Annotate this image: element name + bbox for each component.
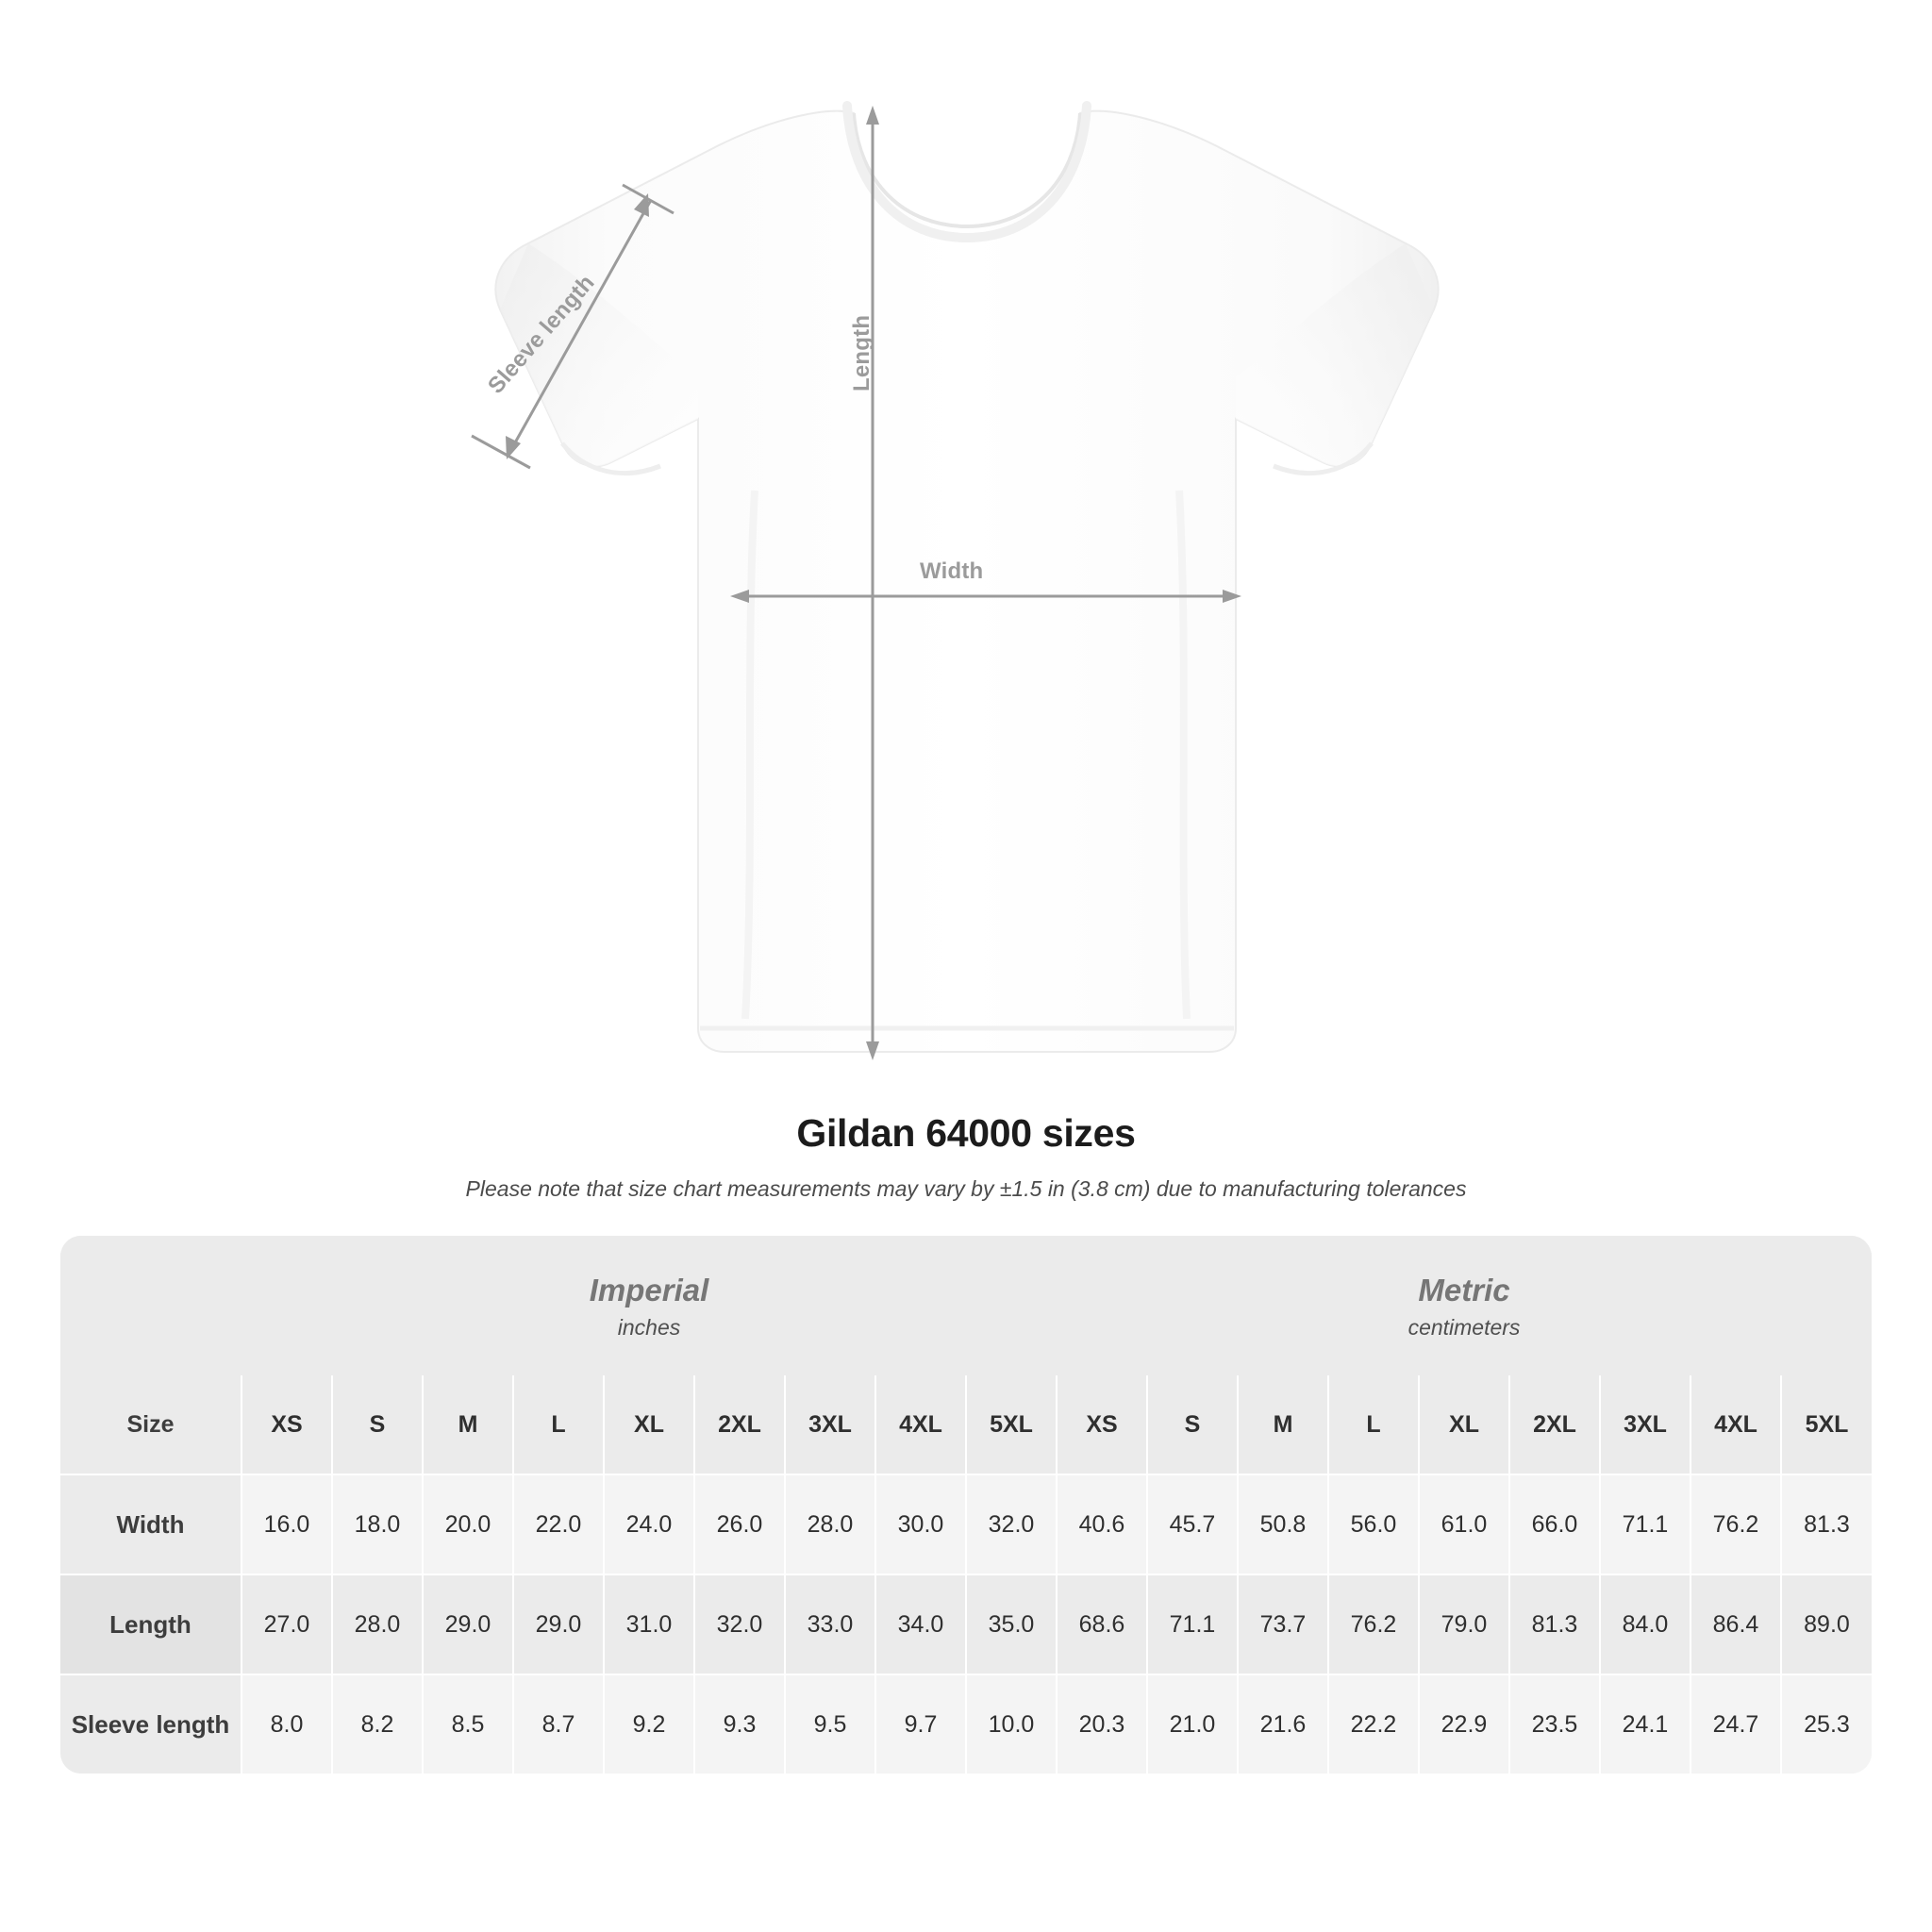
unit-system-label: Imperial [589,1272,709,1307]
measurement-value: 81.3 [1781,1474,1872,1574]
measurement-value: 27.0 [242,1574,332,1674]
table-row [60,1574,1872,1674]
table-row [60,1674,1872,1774]
size-header-l: L [513,1375,604,1474]
unit-system-label: Metric [1418,1272,1510,1307]
measurement-value: 32.0 [694,1574,785,1674]
measurement-value: 50.8 [1238,1474,1328,1574]
unit-header-row [60,1236,1872,1375]
size-header-xl: XL [1419,1375,1509,1474]
measurement-value: 76.2 [1328,1574,1419,1674]
measurement-value: 32.0 [966,1474,1057,1574]
measurement-value: 30.0 [875,1474,966,1574]
measurement-value: 28.0 [332,1574,423,1674]
measurement-label: Sleeve length [60,1674,242,1774]
measurement-value: 89.0 [1781,1574,1872,1674]
measurement-value: 21.6 [1238,1674,1328,1774]
measurement-value: 8.2 [332,1674,423,1774]
size-header-s: S [332,1375,423,1474]
measurement-value: 68.6 [1057,1574,1147,1674]
measurement-value: 29.0 [423,1574,513,1674]
measurement-value: 45.7 [1147,1474,1238,1574]
table-row [60,1474,1872,1574]
measurement-value: 56.0 [1328,1474,1419,1574]
measurement-value: 23.5 [1509,1674,1600,1774]
size-table [60,1236,1872,1774]
size-header-3xl: 3XL [1600,1375,1690,1474]
measurement-value: 40.6 [1057,1474,1147,1574]
column-header-row [60,1375,1872,1474]
width-dimension-label: Width [920,558,984,584]
measurement-value: 81.3 [1509,1574,1600,1674]
size-header-2xl: 2XL [1509,1375,1600,1474]
measurement-value: 10.0 [966,1674,1057,1774]
size-header-xs: XS [242,1375,332,1474]
unit-group-imperial [242,1236,1057,1375]
measurement-value: 16.0 [242,1474,332,1574]
measurement-value: 9.2 [604,1674,694,1774]
measurement-value: 24.1 [1600,1674,1690,1774]
measurement-value: 22.9 [1419,1674,1509,1774]
measurement-value: 8.5 [423,1674,513,1774]
measurement-label: Length [60,1574,242,1674]
measurement-label: Width [60,1474,242,1574]
size-header-s: S [1147,1375,1238,1474]
measurement-value: 22.0 [513,1474,604,1574]
measurement-value: 20.3 [1057,1674,1147,1774]
measurement-value: 73.7 [1238,1574,1328,1674]
measurement-value: 79.0 [1419,1574,1509,1674]
measurement-value: 28.0 [785,1474,875,1574]
size-header-5xl: 5XL [966,1375,1057,1474]
size-header-m: M [1238,1375,1328,1474]
measurement-value: 35.0 [966,1574,1057,1674]
size-header-xl: XL [604,1375,694,1474]
measurement-value: 9.5 [785,1674,875,1774]
page-title: Gildan 64000 sizes [796,1111,1136,1155]
measurement-value: 76.2 [1690,1474,1781,1574]
sleeve-tick-lower [472,436,530,468]
measurement-value: 8.7 [513,1674,604,1774]
title-block [0,1111,1932,1202]
measurement-value: 71.1 [1147,1574,1238,1674]
size-header-xs: XS [1057,1375,1147,1474]
measurement-value: 9.3 [694,1674,785,1774]
size-header-l: L [1328,1375,1419,1474]
measurement-value: 25.3 [1781,1674,1872,1774]
tolerance-note: Please note that size chart measurements may vary by ±1.5 in (3.8 cm) due to manufacturing tolerances [465,1176,1467,1201]
measurement-value: 24.0 [604,1474,694,1574]
measurement-value: 8.0 [242,1674,332,1774]
size-table-container [60,1236,1872,1774]
unit-group-metric [1057,1236,1872,1375]
measurement-value: 26.0 [694,1474,785,1574]
measurement-value: 33.0 [785,1574,875,1674]
measurement-value: 24.7 [1690,1674,1781,1774]
size-column-header: Size [60,1375,242,1474]
measurement-value: 34.0 [875,1574,966,1674]
size-header-m: M [423,1375,513,1474]
size-header-5xl: 5XL [1781,1375,1872,1474]
measurement-value: 18.0 [332,1474,423,1574]
measurement-value: 86.4 [1690,1574,1781,1674]
measurement-value: 61.0 [1419,1474,1509,1574]
measurement-value: 22.2 [1328,1674,1419,1774]
measurement-value: 66.0 [1509,1474,1600,1574]
measurement-value: 29.0 [513,1574,604,1674]
size-header-4xl: 4XL [1690,1375,1781,1474]
unit-header-spacer [60,1236,242,1375]
sleeve-length-dimension-label: Sleeve length [483,270,600,399]
length-dimension-label: Length [849,314,874,391]
size-header-3xl: 3XL [785,1375,875,1474]
measurement-value: 31.0 [604,1574,694,1674]
unit-measure-label: centimeters [1407,1315,1521,1341]
unit-measure-label: inches [617,1315,681,1341]
measurement-value: 71.1 [1600,1474,1690,1574]
measurement-value: 21.0 [1147,1674,1238,1774]
size-header-4xl: 4XL [875,1375,966,1474]
measurement-value: 9.7 [875,1674,966,1774]
measurement-value: 20.0 [423,1474,513,1574]
measurement-value: 84.0 [1600,1574,1690,1674]
size-header-2xl: 2XL [694,1375,785,1474]
